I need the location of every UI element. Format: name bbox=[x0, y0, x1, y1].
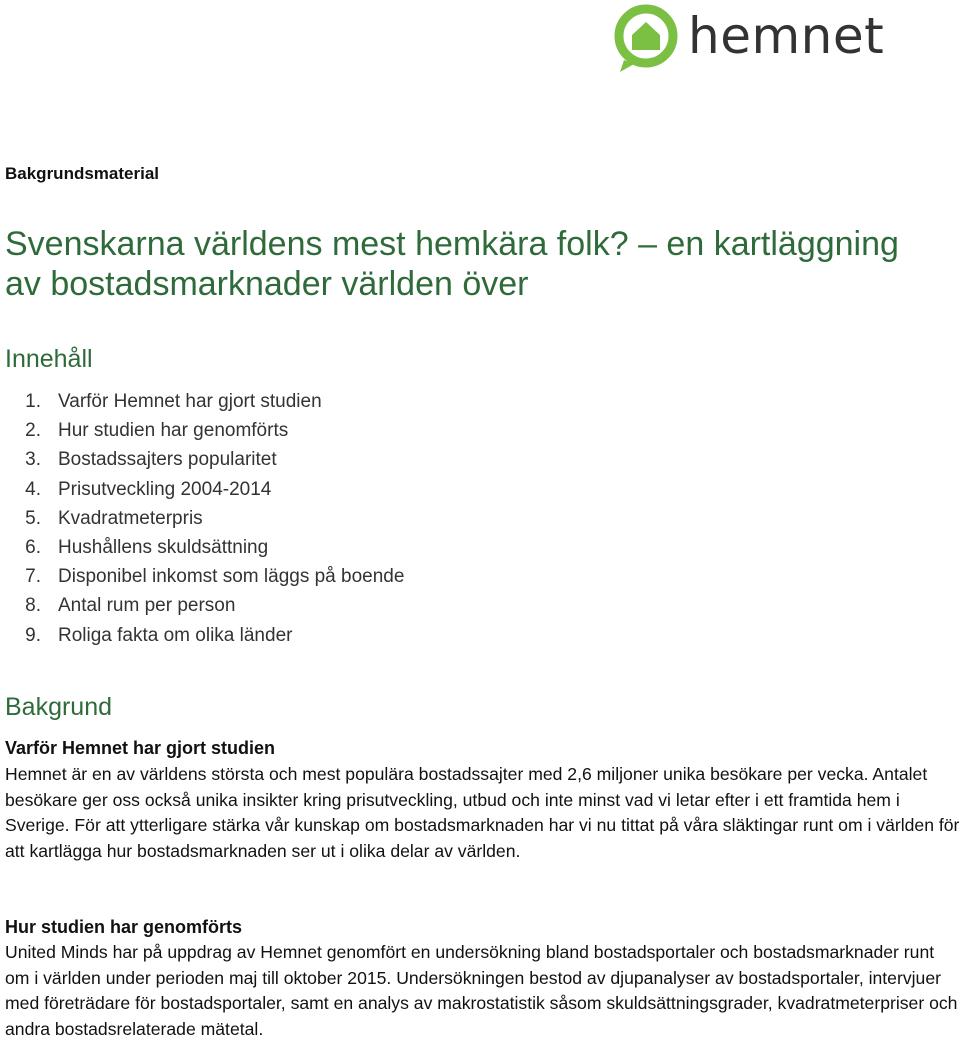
logo-wordmark: hemnet bbox=[688, 7, 885, 65]
toc-item-number: 2. bbox=[25, 420, 41, 442]
toc-item-number: 1. bbox=[25, 391, 41, 412]
toc-item bbox=[5, 387, 404, 416]
toc-item-number: 8. bbox=[25, 595, 41, 617]
house-pin-icon bbox=[612, 2, 682, 74]
toc-item-number: 7. bbox=[25, 566, 41, 588]
toc-item-label: Disponibel inkomst som läggs på boende bbox=[58, 566, 405, 588]
toc-item bbox=[5, 416, 404, 445]
why-paragraph: Hemnet är en av världens största och mest populära bostadssajter med 2,6 miljoner unika besökare per vecka. Antalet besökare ger oss också unika insikter kring prisutveckling, utbud och inte minst vad vi letar efter i ett framtida hem i Sverige. För att ytterligare stärka vår kunskap om bostadsmarknaden har vi nu tittat på våra släktingar runt om i världen för att kartlägga hur bostadsmarknaden ser ut i olika delar av världen. bbox=[5, 764, 960, 862]
document-kicker: Bakgrundsmaterial bbox=[5, 164, 159, 183]
how-paragraph: United Minds har på uppdrag av Hemnet genomfört en undersökning bland bostadsportaler och bostadsmarknader runt om i världen under perioden maj till oktober 2015. Undersökningen bestod av djupanalyser av bostadsportaler, intervjuer med företrädare för bostadsportaler, samt en analys av makrostatistik såsom skuldsättningsgrader, kvadratmeterpriser och andra bostadsrelaterade mätetal. bbox=[5, 942, 958, 1040]
toc-item-label: Antal rum per person bbox=[58, 595, 236, 617]
toc-item-label: Varför Hemnet har gjort studien bbox=[58, 391, 322, 412]
toc-item bbox=[5, 445, 404, 474]
toc-item-label: Kvadratmeterpris bbox=[58, 507, 203, 529]
toc-heading: Innehåll bbox=[5, 345, 93, 373]
toc-item bbox=[5, 475, 404, 504]
toc-item bbox=[5, 621, 404, 650]
toc-item-label: Prisutveckling 2004-2014 bbox=[58, 478, 272, 500]
toc-item bbox=[5, 591, 404, 620]
table-of-contents bbox=[5, 387, 404, 650]
toc-item-label: Hur studien har genomförts bbox=[58, 420, 289, 442]
toc-item-number: 5. bbox=[25, 507, 41, 529]
toc-item bbox=[5, 504, 404, 533]
toc-item-number: 3. bbox=[25, 449, 41, 471]
toc-item-label: Bostadssajters popularitet bbox=[58, 449, 277, 471]
document-title: Svenskarna världens mest hemkära folk? – en kartläggning av bostadsmarknader världen över bbox=[5, 225, 899, 303]
toc-item bbox=[5, 562, 404, 591]
how-heading: Hur studien har genomförts bbox=[5, 917, 243, 937]
toc-item-label: Hushållens skuldsättning bbox=[58, 536, 269, 558]
toc-item-number: 9. bbox=[25, 624, 41, 646]
toc-item-label: Roliga fakta om olika länder bbox=[58, 624, 293, 646]
toc-item bbox=[5, 533, 404, 562]
section-heading: Bakgrund bbox=[5, 693, 113, 721]
why-heading: Varför Hemnet har gjort studien bbox=[5, 738, 276, 758]
toc-item-number: 4. bbox=[25, 478, 41, 500]
hemnet-logo bbox=[612, 2, 884, 74]
toc-item-number: 6. bbox=[25, 536, 41, 558]
